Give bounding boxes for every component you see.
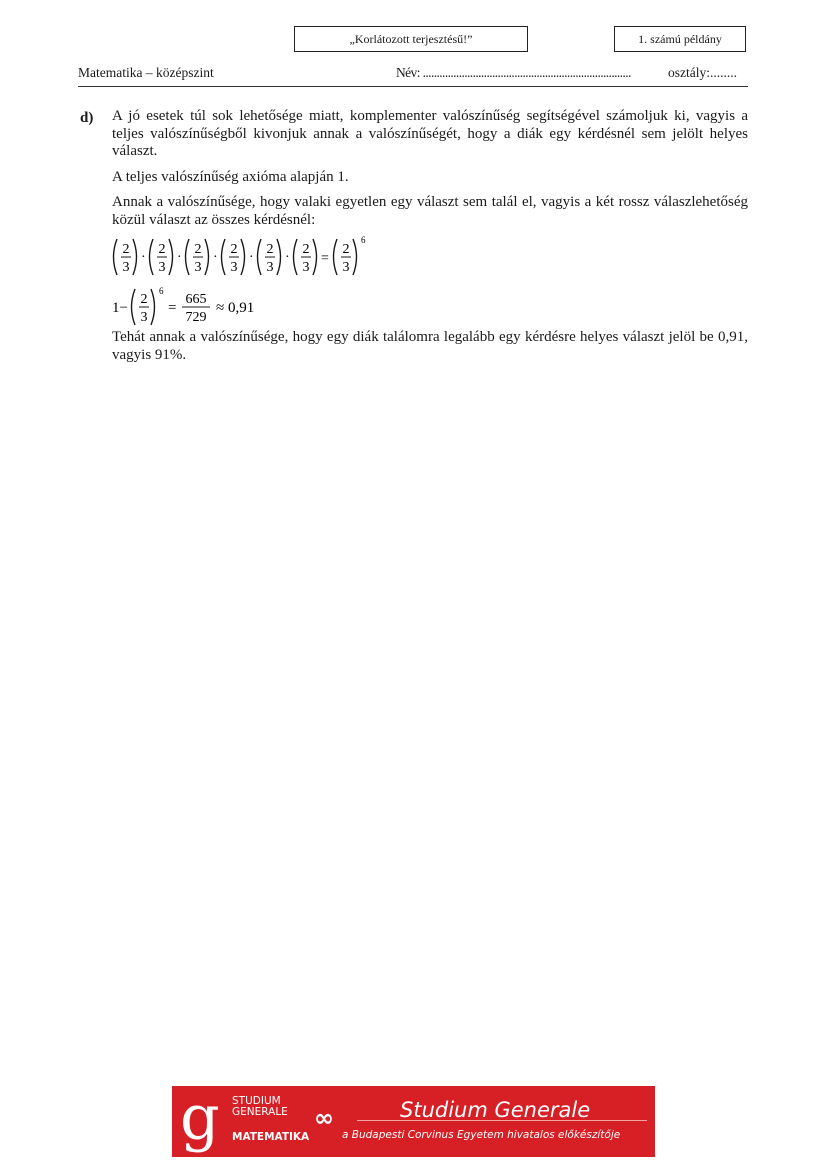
open-paren-0: [114, 239, 118, 275]
footer-divider: [357, 1120, 647, 1121]
subject-label: Matematika – középszint: [78, 65, 214, 80]
logo-line-generale: GENERALE: [232, 1106, 288, 1118]
restriction-label: „Korlátozott terjesztésű!”: [349, 32, 473, 46]
complement-frac-num: 2: [140, 292, 148, 307]
complement-equation-svg: [112, 285, 748, 329]
close-paren-result: [353, 239, 357, 275]
footer-subtitle: a Budapesti Corvinus Egyetem hivatalos előkészítője: [342, 1129, 621, 1141]
conclusion-paragraph: Tehát annak a valószínűsége, hogy egy diák találomra legalább egy kérdésre helyes választ jelöl be 0,91, vagyis 91%.: [112, 329, 748, 363]
factor-3-num: 2: [230, 242, 238, 257]
open-paren-c: [132, 289, 136, 325]
intro-paragraph: A jó esetek túl sok lehetősége miatt, komplementer valószínűség segítségével számoljuk ki, vagyis a teljes valószínűségből kivonjuk annak a valószínűségét, hogy a diák egy kérdésnél sem jelölt helyes választ.: [112, 108, 748, 159]
open-paren-4: [258, 239, 262, 275]
factor-5-num: 2: [302, 242, 310, 257]
name-field: Név: ...........................................................................: [396, 65, 631, 80]
factor-1-num: 2: [158, 242, 166, 257]
open-paren-result: [334, 239, 338, 275]
copy-number-label: 1. számú példány: [638, 32, 722, 46]
factor-2-den: 3: [194, 260, 202, 275]
result-fraction-den: 729: [185, 310, 207, 325]
exponent-2: 6: [159, 286, 164, 296]
copy-number-box: [614, 26, 746, 52]
close-paren-c: [151, 289, 155, 325]
factor-4-num: 2: [266, 242, 274, 257]
equals-sign-2: =: [168, 300, 177, 316]
logo-g-icon: g: [180, 1081, 220, 1154]
open-paren-1: [150, 239, 154, 275]
open-paren-5: [294, 239, 298, 275]
complement-frac-den: 3: [140, 310, 148, 325]
close-paren-3: [241, 239, 245, 275]
footer-title: Studium Generale: [400, 1098, 591, 1122]
close-paren-5: [313, 239, 317, 275]
solution-body: [112, 108, 748, 364]
close-paren-0: [133, 239, 137, 275]
product-equation-svg: [112, 231, 748, 281]
dot-1: ·: [177, 250, 182, 265]
factor-2-num: 2: [194, 242, 202, 257]
explanation-paragraph: Annak a valószínűsége, hogy valaki egyetlen egy választ sem talál el, vagyis a két rossz válaszlehetőség közül választ az összes kérdésnél:: [112, 194, 748, 228]
footer-banner: [172, 1081, 655, 1157]
factor-0-num: 2: [122, 242, 130, 257]
factor-3-den: 3: [230, 260, 238, 275]
dot-2: ·: [213, 250, 218, 265]
product-equation: [112, 231, 748, 281]
factor-4-den: 3: [266, 260, 274, 275]
result-fraction-num: 665: [185, 292, 207, 307]
result-frac-num: 2: [342, 242, 350, 257]
dot-3: ·: [249, 250, 254, 265]
complement-equation: [112, 285, 748, 329]
logo-line-matematika: MATEMATIKA: [232, 1131, 310, 1143]
open-paren-2: [186, 239, 190, 275]
logo-line-studium: STUDIUM: [232, 1095, 281, 1107]
task-letter: d): [80, 110, 94, 126]
restriction-box: [294, 26, 528, 52]
close-paren-2: [205, 239, 209, 275]
class-field: osztály:........: [668, 65, 737, 80]
approx-value: ≈ 0,91: [216, 300, 255, 316]
exponent-1: 6: [361, 235, 366, 245]
close-paren-4: [277, 239, 281, 275]
close-paren-1: [169, 239, 173, 275]
one-minus: 1−: [112, 300, 128, 316]
dot-0: ·: [141, 250, 146, 265]
factor-1-den: 3: [158, 260, 166, 275]
result-frac-den: 3: [342, 260, 350, 275]
factor-5-den: 3: [302, 260, 310, 275]
infinity-icon: ∞: [314, 1104, 334, 1132]
equals-sign: =: [321, 251, 329, 266]
header-rule: [78, 86, 748, 87]
factor-0-den: 3: [122, 260, 130, 275]
open-paren-3: [222, 239, 226, 275]
dot-4: ·: [285, 250, 290, 265]
axiom-paragraph: A teljes valószínűség axióma alapján 1.: [112, 168, 349, 185]
